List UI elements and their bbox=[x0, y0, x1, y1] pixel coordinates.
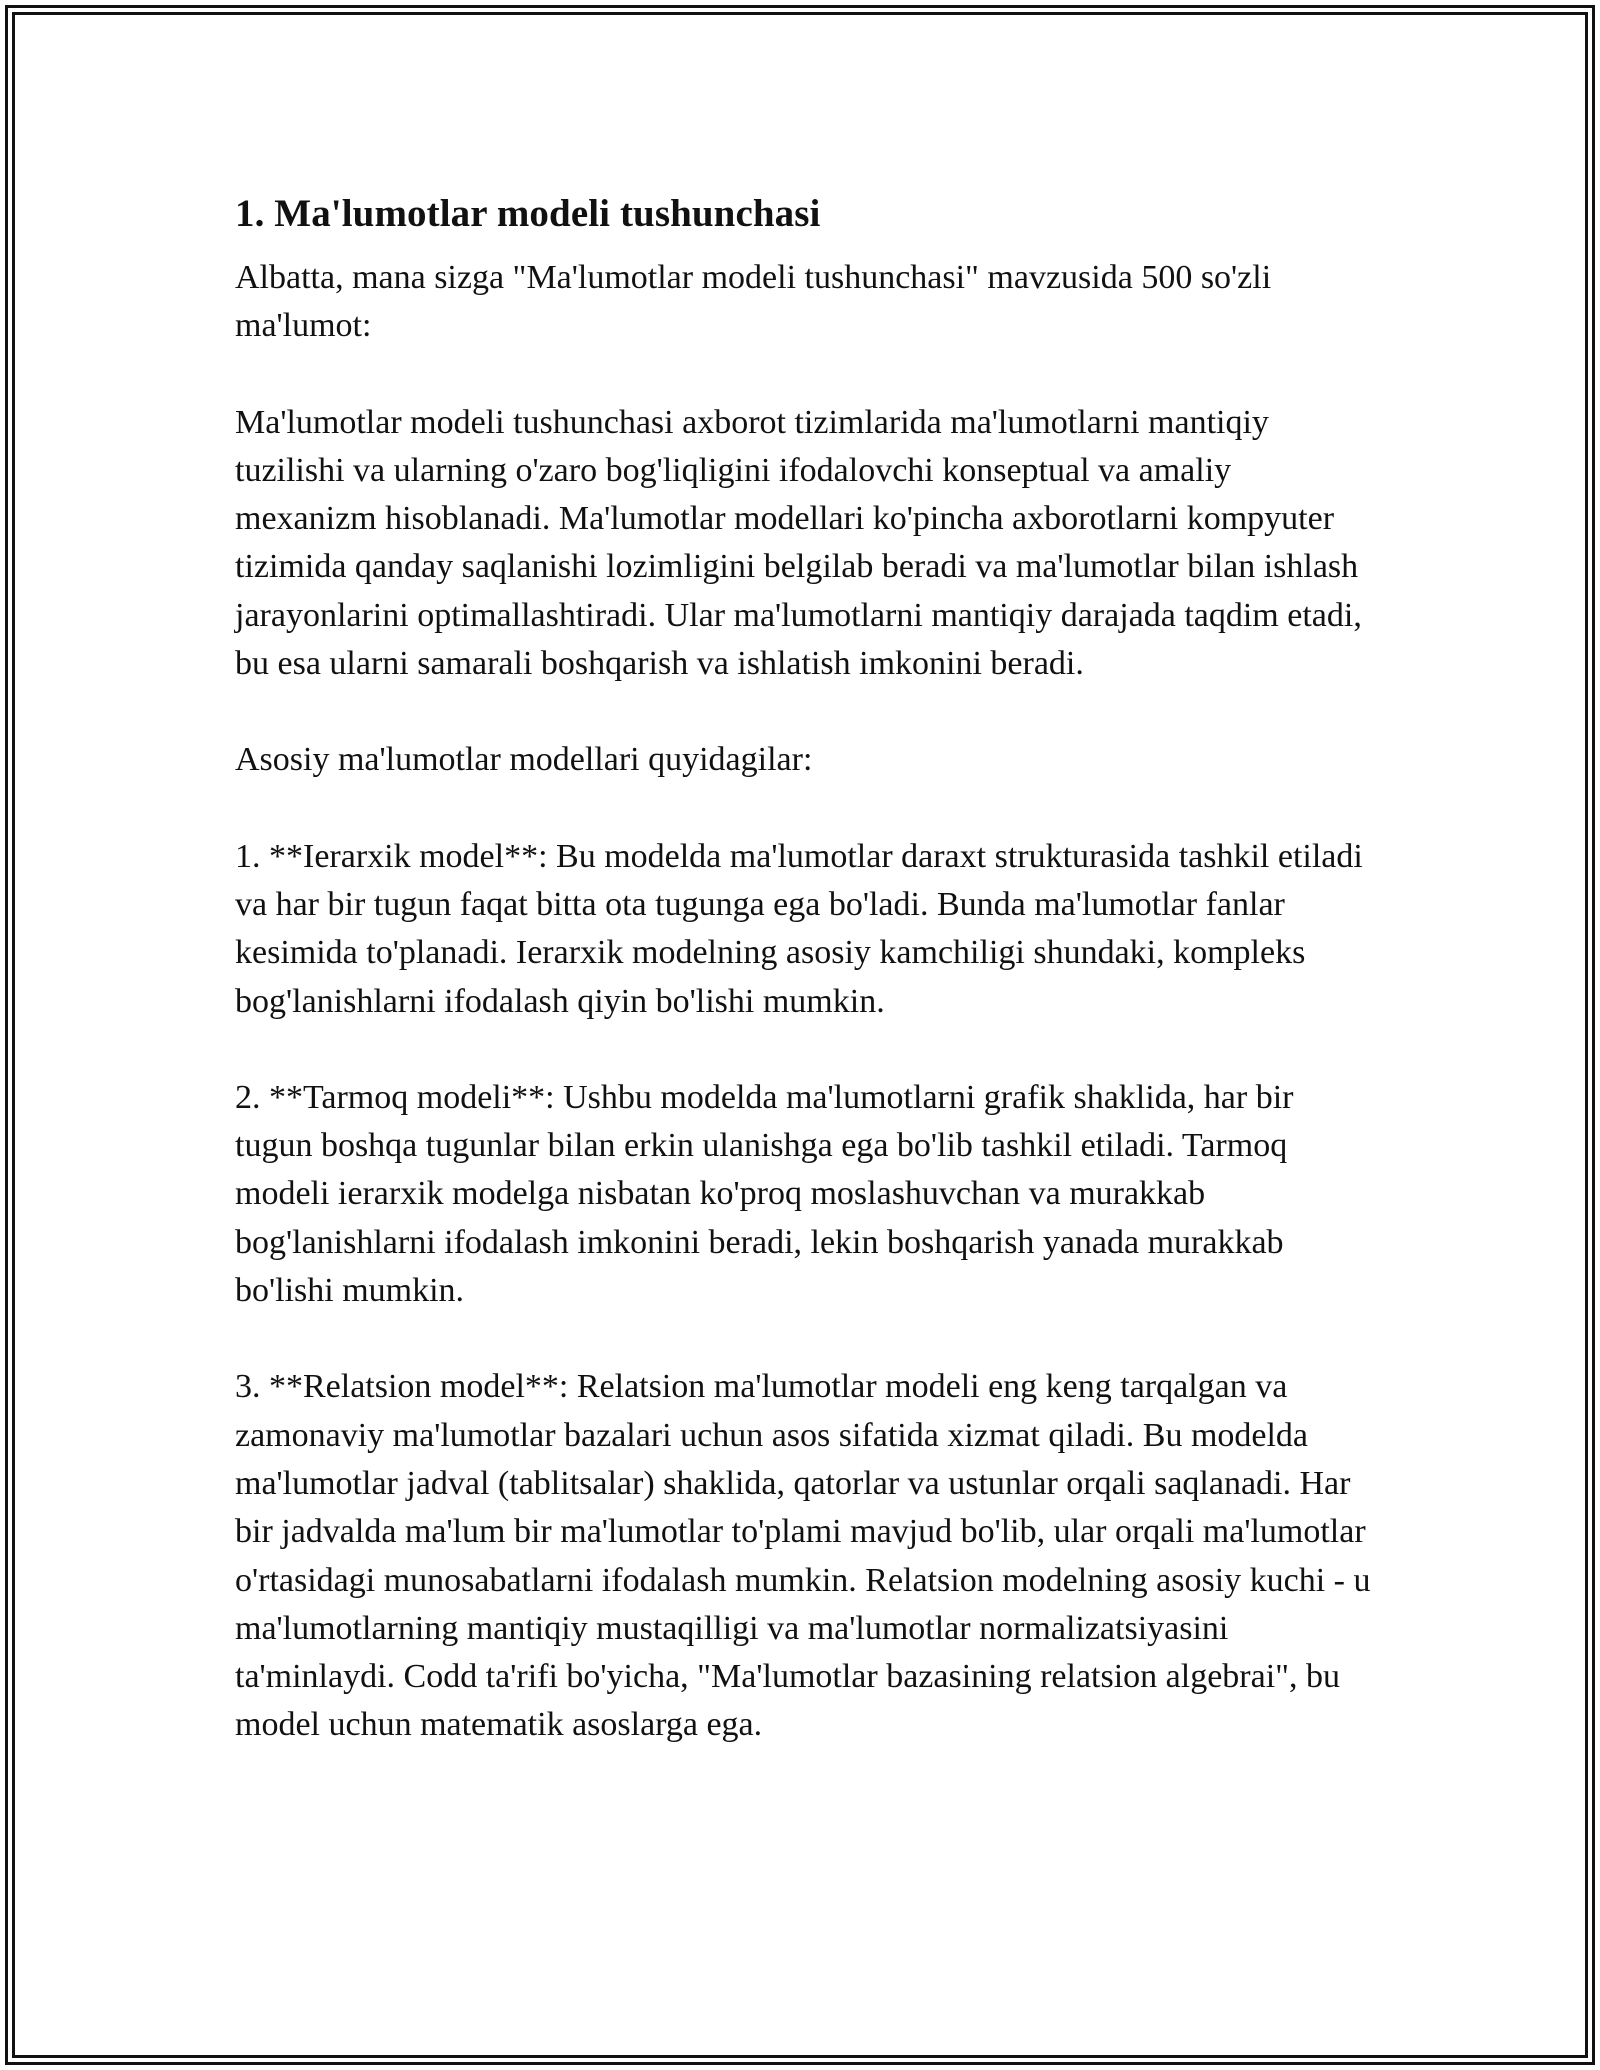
hierarchical-model-paragraph: 1. **Ierarxik model**: Bu modelda ma'lumotlar daraxt strukturasida tashkil etiladi va har bir tugun faqat bitta ota tugunga ega bo'ladi. Bunda ma'lumotlar fanlar kesimida to'planadi. Ierarxik modelning asosiy kamchiligi shundaki, kompleks bog'lanishlarni ifodalash qiyin bo'lishi mumkin. bbox=[235, 837, 1363, 1020]
relational-model-paragraph: 3. **Relatsion model**: Relatsion ma'lumotlar modeli eng keng tarqalgan va zamonaviy ma'lumotlar bazalari uchun asos sifatida xizmat qiladi. Bu modelda ma'lumotlar jadval (tablitsalar) shaklida, qatorlar va ustunlar orqali saqlanadi. Har bir jadvalda ma'lum bir ma'lumotlar to'plami mavjud bo'lib, ular orqali ma'lumotlar o'rtasidagi munosabatlarni ifodalash mumkin. Relatsion modelning asosiy kuchi - u ma'lumotlarning mantiqiy mustaqilligi va ma'lumotlar normalizatsiyasini ta'minlaydi. Codd ta'rifi bo'yicha, "Ma'lumotlar bazasining relatsion algebrai", bu model uchun matematik asoslarga ega. bbox=[235, 1368, 1371, 1744]
intro-paragraph: Albatta, mana sizga "Ma'lumotlar modeli tushunchasi" mavzusida 500 so'zli ma'lumot: bbox=[235, 259, 1272, 345]
definition-paragraph: Ma'lumotlar modeli tushunchasi axborot tizimlarida ma'lumotlarni mantiqiy tuzilishi va ularning o'zaro bog'liqligini ifodalovchi konseptual va amaliy mexanizm hisoblanadi. Ma'lumotlar modellari ko'pincha axborotlarni kompyuter tizimida qanday saqlanishi lozimligini belgilab beradi va ma'lumotlar bilan ishlash jarayonlarini optimallashtiradi. Ular ma'lumotlarni mantiqiy darajada taqdim etadi, bu esa ularni samarali boshqarish va ishlatish imkonini beradi. bbox=[235, 403, 1362, 683]
models-intro-paragraph: Asosiy ma'lumotlar modellari quyidagilar: bbox=[235, 741, 813, 779]
document-body bbox=[235, 186, 1375, 1750]
network-model-paragraph: 2. **Tarmoq modeli**: Ushbu modelda ma'lumotlarni grafik shaklida, har bir tugun boshqa tugunlar bilan erkin ulanishga ega bo'lib tashkil etiladi. Tarmoq modeli ierarxik modelga nisbatan ko'proq moslashuvchan va murakkab bog'lanishlarni ifodalash imkonini beradi, lekin boshqarish yanada murakkab bo'lishi mumkin. bbox=[235, 1078, 1294, 1310]
section-heading: 1. Ma'lumotlar modeli tushunchasi bbox=[235, 192, 821, 235]
